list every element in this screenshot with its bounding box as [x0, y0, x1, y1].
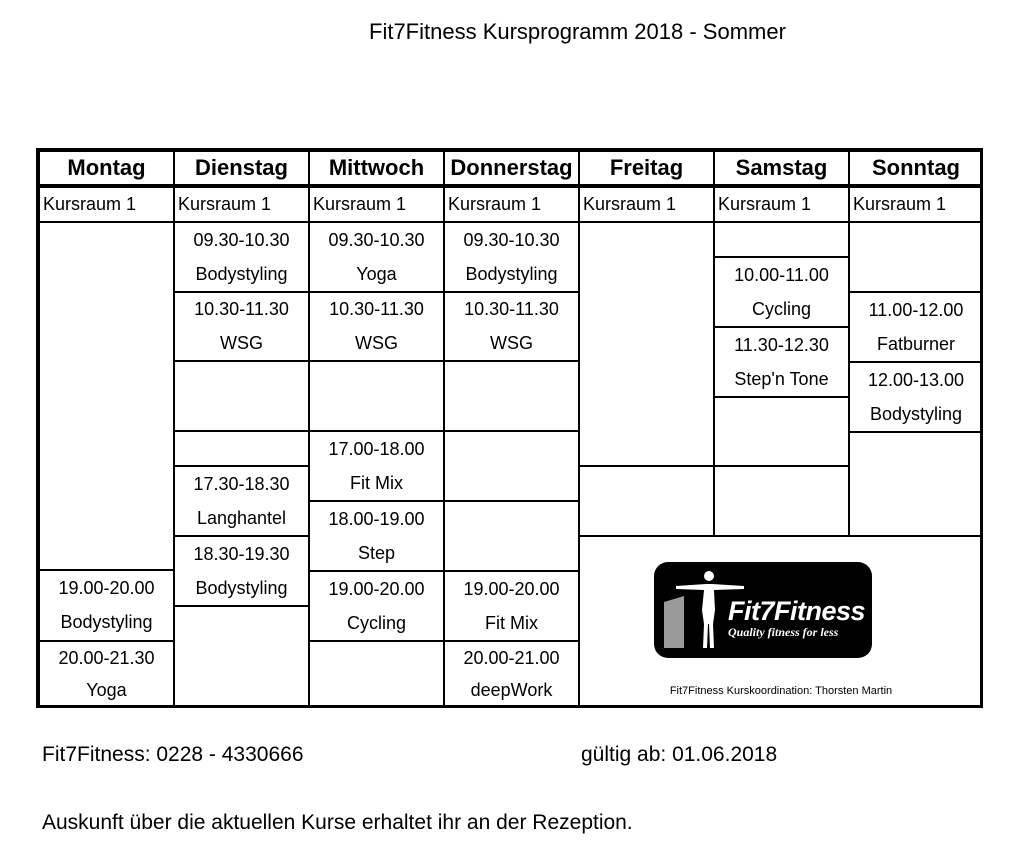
- course-time: 09.30-10.30: [463, 229, 560, 250]
- course-name: Bodystyling: [195, 577, 288, 598]
- course-slot: [309, 292, 444, 361]
- course-time: 20.00-21.30: [58, 647, 155, 668]
- logo-area: [579, 536, 983, 708]
- empty-slot: [444, 501, 579, 571]
- room-label: Kursraum 1: [849, 187, 983, 222]
- course-slot: [444, 292, 579, 361]
- empty-slot: [444, 361, 579, 431]
- course-name: Yoga: [86, 680, 127, 701]
- room-label: Kursraum 1: [444, 187, 579, 222]
- course-name: WSG: [220, 332, 263, 353]
- empty-slot: [309, 641, 444, 708]
- course-time: 17.30-18.30: [193, 473, 290, 494]
- day-header-dienstag: Dienstag: [174, 151, 309, 187]
- course-time: 20.00-21.00: [463, 647, 560, 668]
- room-label: Kursraum 1: [309, 187, 444, 222]
- course-slot: [309, 431, 444, 501]
- course-name: Bodystyling: [869, 403, 963, 424]
- empty-slot: [444, 431, 579, 501]
- course-name: Bodystyling: [195, 263, 288, 284]
- valid-from: gültig ab: 01.06.2018: [581, 743, 778, 766]
- room-label: Kursraum 1: [714, 187, 849, 222]
- course-time: 17.00-18.00: [328, 438, 425, 459]
- course-time: 19.00-20.00: [328, 578, 425, 599]
- empty-slot: [714, 466, 849, 536]
- course-name: Cycling: [346, 612, 407, 633]
- contact-phone: Fit7Fitness: 0228 - 4330666: [42, 743, 304, 766]
- room-label: Kursraum 1: [579, 187, 714, 222]
- course-time: 19.00-20.00: [58, 577, 155, 598]
- course-slot: [39, 570, 174, 641]
- course-name: deepWork: [470, 680, 553, 701]
- course-name: Fit Mix: [485, 612, 538, 633]
- course-slot: [444, 571, 579, 641]
- empty-slot: [309, 361, 444, 431]
- course-slot: [174, 466, 309, 536]
- course-name: WSG: [355, 332, 398, 353]
- course-name: Yoga: [356, 263, 397, 284]
- day-header-mittwoch: Mittwoch: [309, 151, 444, 187]
- course-slot: [174, 536, 309, 606]
- logo-brand: Fit7Fitness: [728, 596, 866, 626]
- empty-slot: [174, 431, 309, 466]
- page-title: Fit7Fitness Kursprogramm 2018 - Sommer: [369, 19, 786, 44]
- course-slot: [714, 327, 849, 397]
- day-header-sonntag: Sonntag: [849, 151, 983, 187]
- course-time: 18.30-19.30: [193, 543, 290, 564]
- day-header-samstag: Samstag: [714, 151, 849, 187]
- fit7fitness-logo: [654, 562, 872, 658]
- course-slot: [714, 257, 849, 327]
- empty-slot: [174, 606, 309, 708]
- course-time: 09.30-10.30: [328, 229, 425, 250]
- course-time: 12.00-13.00: [867, 369, 965, 390]
- course-slot: [39, 641, 174, 708]
- day-header-montag: Montag: [39, 151, 174, 187]
- empty-slot: [714, 222, 849, 257]
- course-time: 18.00-19.00: [328, 508, 425, 529]
- course-time: 10.00-11.00: [734, 264, 829, 285]
- info-note: Auskunft über die aktuellen Kurse erhaltet ihr an der Rezeption.: [42, 811, 633, 834]
- course-name: Cycling: [751, 298, 812, 319]
- day-header-freitag: Freitag: [579, 151, 714, 187]
- course-slot: [849, 292, 983, 362]
- course-name: WSG: [490, 332, 533, 353]
- empty-slot: [714, 397, 849, 466]
- course-time: 11.00-12.00: [868, 299, 964, 320]
- course-time: 19.00-20.00: [463, 578, 560, 599]
- course-time: 09.30-10.30: [193, 229, 290, 250]
- course-slot: [444, 222, 579, 292]
- course-timetable: [36, 148, 983, 708]
- empty-slot: [579, 466, 714, 536]
- course-name: Step'n Tone: [734, 368, 829, 389]
- course-slot: [309, 222, 444, 292]
- course-slot: [849, 362, 983, 432]
- course-name: Langhantel: [196, 507, 287, 528]
- course-name: Fit Mix: [350, 472, 403, 493]
- empty-slot: [849, 222, 983, 292]
- course-name: Step: [357, 542, 396, 563]
- logo-tagline: Quality fitness for less: [728, 625, 839, 639]
- empty-slot: [579, 222, 714, 466]
- day-header-donnerstag: Donnerstag: [444, 151, 579, 187]
- course-name: Bodystyling: [465, 263, 558, 284]
- course-slot: [309, 571, 444, 641]
- course-slot: [309, 501, 444, 571]
- empty-slot: [39, 222, 174, 570]
- course-slot: [444, 641, 579, 708]
- course-slot: [174, 222, 309, 292]
- course-slot: [174, 292, 309, 361]
- course-name: Fatburner: [876, 333, 956, 354]
- course-time: 10.30-11.30: [329, 299, 424, 320]
- course-name: Bodystyling: [60, 612, 153, 633]
- empty-slot: [849, 432, 983, 536]
- course-time: 11.30-12.30: [734, 334, 829, 355]
- course-time: 10.30-11.30: [464, 299, 559, 320]
- course-coordination: Fit7Fitness Kurskoordination: Thorsten Martin: [669, 685, 893, 697]
- empty-slot: [174, 361, 309, 431]
- room-label: Kursraum 1: [174, 187, 309, 222]
- room-label: Kursraum 1: [39, 187, 174, 222]
- course-time: 10.30-11.30: [194, 299, 289, 320]
